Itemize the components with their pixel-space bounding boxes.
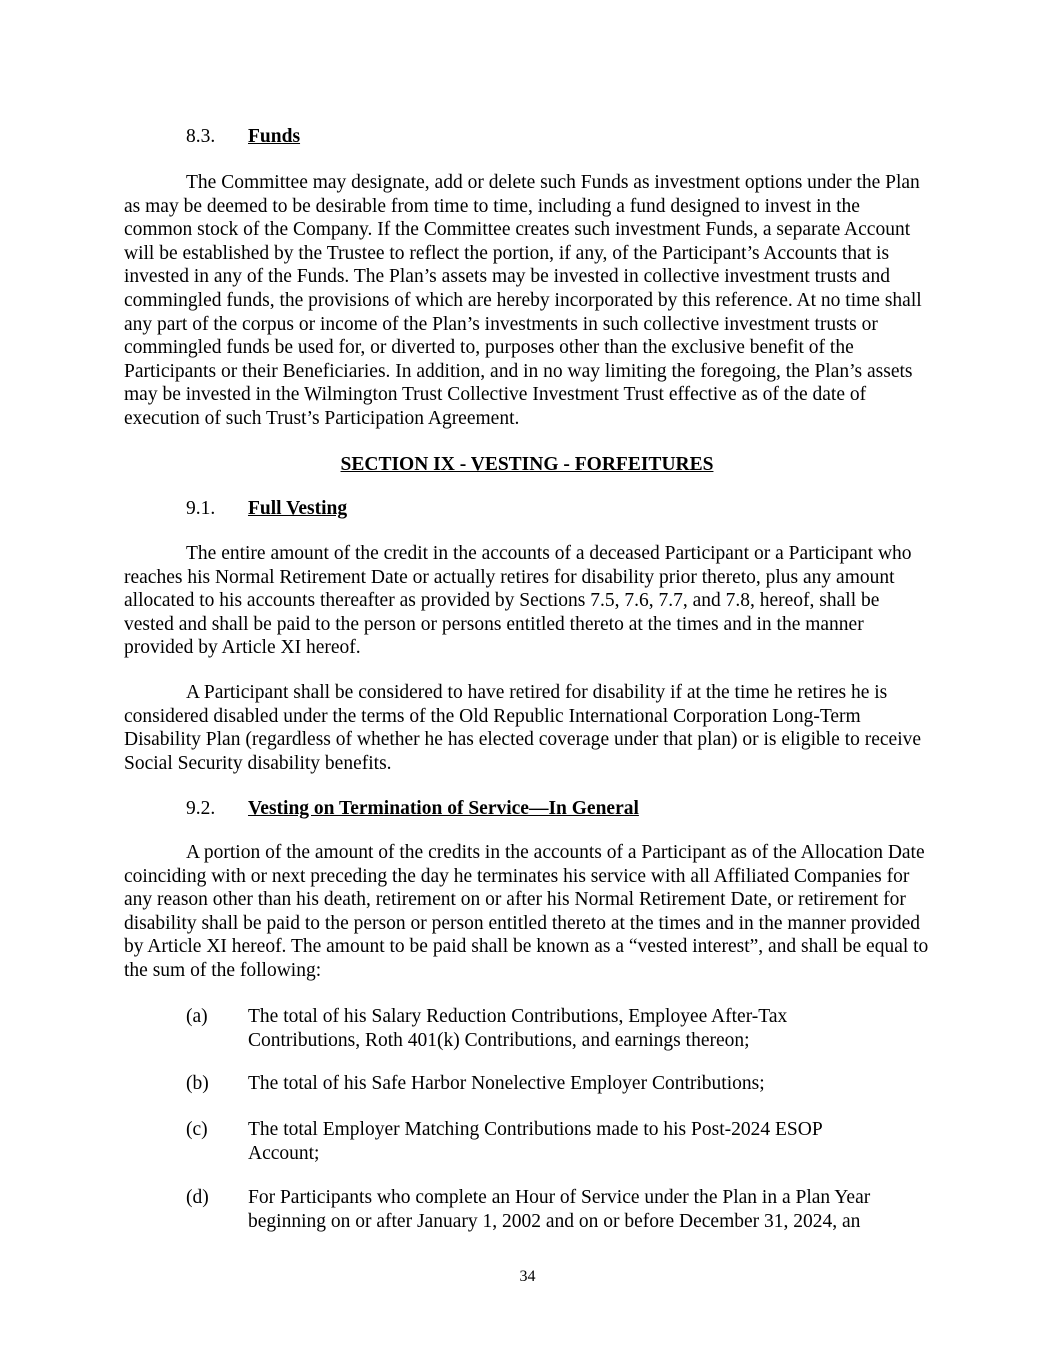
section-9-2-paragraph: A portion of the amount of the credits in the accounts of a Participant as of the Allocation Date coinciding with or next preceding the day he terminates his service with all Affiliated Companies for any reason other than his death, retirement on or after his Normal Retirement Date, or retirement for disability shall be paid to the person or person entitled thereto at the times and in the manner provided by Article XI hereof. The amount to be paid shall be known as a “vested interest”, and shall be equal to the sum of the following: <box>124 842 929 981</box>
list-item-label: (d) <box>186 1187 209 1208</box>
list-item-text: The total of his Safe Harbor Nonelective Employer Contributions; <box>248 1073 765 1094</box>
list-item <box>186 1186 906 1233</box>
section-8-3-paragraph: The Committee may designate, add or delete such Funds as investment options under the Plan as may be deemed to be desirable from time to time, including a fund designed to invest in the common stock of the Company. If the Committee creates such investment Funds, a separate Account will be established by the Trustee to reflect the portion, if any, of the Participant’s Accounts that is invested in any of the Funds. The Plan’s assets may be invested in collective investment trusts and commingled funds, the provisions of which are hereby incorporated by this reference. At no time shall any part of the corpus or income of the Plan’s investments in such collective investment trusts or commingled funds be used for, or diverted to, purposes other than the exclusive benefit of the Participants or their Beneficiaries. In addition, and in no way limiting the foregoing, the Plan’s assets may be invested in the Wilmington Trust Collective Investment Trust effective as of the date of execution of such Trust’s Participation Agreement. <box>124 172 922 429</box>
section-9-1-paragraph-1: The entire amount of the credit in the accounts of a deceased Participant or a Participant who reaches his Normal Retirement Date or actually retires for disability prior thereto, plus any amount allocated to his accounts thereafter as provided by Sections 7.5, 7.6, 7.7, and 7.8, hereof, shall be vested and shall be paid to the person or persons entitled thereto at the times and in the manner provided by Article XI hereof. <box>124 543 912 659</box>
section-number: 8.3. <box>186 126 216 147</box>
section-9-1-heading <box>186 497 347 521</box>
list-item <box>186 1005 826 1052</box>
section-ix-title: SECTION IX - VESTING - FORFEITURES <box>340 454 714 475</box>
section-title: Vesting on Termination of Service—In General <box>248 798 639 819</box>
section-number: 9.2. <box>186 798 216 819</box>
list-item <box>186 1118 886 1165</box>
list-item-text: For Participants who complete an Hour of Service under the Plan in a Plan Year beginning on or after January 1, 2002 and on or before December 31, 2024, an <box>248 1187 871 1232</box>
section-9-1-paragraph-2: A Participant shall be considered to have retired for disability if at the time he retires he is considered disabled under the terms of the Old Republic International Corporation Long-Term Disability Plan (regardless of whether he has elected coverage under that plan) or is eligible to receive Social Security disability benefits. <box>124 682 922 774</box>
page-number: 34 <box>519 1268 536 1285</box>
section-title: Full Vesting <box>248 498 348 519</box>
list-item-text: The total of his Salary Reduction Contributions, Employee After-Tax Contributions, Roth 401(k) Contributions, and earnings thereon; <box>248 1006 788 1051</box>
section-title: Funds <box>248 126 301 147</box>
section-8-3-heading <box>186 125 300 149</box>
list-item-label: (a) <box>186 1006 208 1027</box>
list-item-label: (c) <box>186 1119 208 1140</box>
section-9-2-heading <box>186 797 639 821</box>
list-item-label: (b) <box>186 1073 209 1094</box>
list-item-text: The total Employer Matching Contributions made to his Post-2024 ESOP Account; <box>248 1119 822 1164</box>
section-number: 9.1. <box>186 498 216 519</box>
list-item <box>186 1072 886 1096</box>
